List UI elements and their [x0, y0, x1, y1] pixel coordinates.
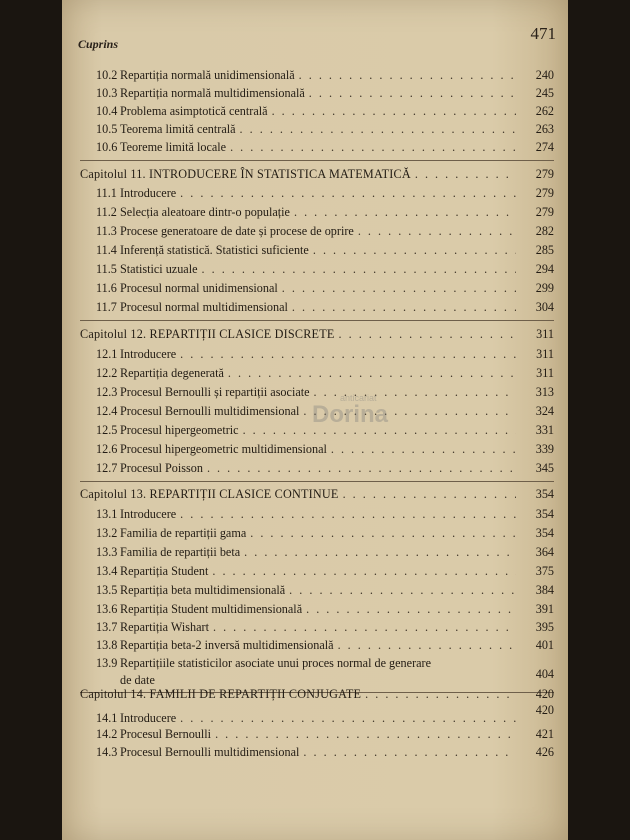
toc-entry: 12.5 Procesul hipergeometric . . . 331	[96, 421, 554, 439]
divider	[80, 160, 554, 161]
toc-stray-page: 420	[535, 703, 554, 717]
toc-entry: 13.3 Familia de repartiții beta . . . 364	[96, 543, 554, 561]
toc-entry: 11.1 Introducere . . . 279	[96, 184, 554, 202]
toc-chapter: Capitolul 11. INTRODUCERE ÎN STATISTICA MATEMATICĂ . . . 279	[80, 165, 554, 183]
toc-entry: 12.2 Repartiția degenerată . . . 311	[96, 364, 554, 382]
toc-entry: 13.6 Repartiția Student multidimensională . . . 391	[96, 600, 554, 618]
toc-chapter: Capitolul 14. FAMILII DE REPARTIȚII CONJUGATE . . . 420	[80, 685, 554, 703]
toc-entry: 12.6 Procesul hipergeometric multidimensional . . . 339	[96, 440, 554, 458]
toc-chapter: Capitolul 13. REPARTIȚII CLASICE CONTINUE . . . 354	[80, 485, 554, 503]
toc-entry: 12.3 Procesul Bernoulli și repartiții asociate . . . 313	[96, 383, 554, 401]
divider	[80, 320, 554, 321]
toc-entry: 12.4 Procesul Bernoulli multidimensional . . . 324	[96, 402, 554, 420]
toc-entry: 13.5 Repartiția beta multidimensională . . . 384	[96, 581, 554, 599]
toc-entry: 13.4 Repartiția Student . . . 375	[96, 562, 554, 580]
toc-entry: 14.1 Introducere . . .	[96, 709, 554, 727]
divider	[80, 481, 554, 482]
toc-entry: 13.1 Introducere . . . 354	[96, 505, 554, 523]
toc-entry: 13.8 Repartiția beta-2 inversă multidimensională . . . 401	[96, 636, 554, 654]
toc-entry: 11.3 Procese generatoare de date și procese de oprire . . . 282	[96, 222, 554, 240]
toc-chapter: Capitolul 12. REPARTIȚII CLASICE DISCRETE . . . 311	[80, 325, 554, 343]
toc-entry: 10.6 Teoreme limită locale . . . 274	[96, 138, 554, 156]
toc-entry: 13.2 Familia de repartiții gama . . . 354	[96, 524, 554, 542]
toc-entry: 14.2 Procesul Bernoulli . . . 421	[96, 725, 554, 743]
toc-entry: 12.7 Procesul Poisson . . . 345	[96, 459, 554, 477]
toc-entry-continuation: de date 404	[120, 667, 554, 687]
toc-entry: 10.2 Repartiția normală unidimensională . . . 240	[96, 66, 554, 84]
toc-entry: 14.3 Procesul Bernoulli multidimensional . . . 426	[96, 743, 554, 761]
toc-entry: 11.6 Procesul normal unidimensional . . . 299	[96, 279, 554, 297]
toc-entry: 11.2 Selecția aleatoare dintr-o populație . . . 279	[96, 203, 554, 221]
toc-entry: 11.4 Inferență statistică. Statistici suficiente . . . 285	[96, 241, 554, 259]
toc-entry: 11.7 Procesul normal multidimensional . . . 304	[96, 298, 554, 316]
toc-entry: 13.9 Repartițiile statisticilor asociate unui proces normal de generare	[96, 656, 432, 670]
toc-entry: 10.3 Repartiția normală multidimensională . . . 245	[96, 84, 554, 102]
watermark-logo: anticariat Dorina	[312, 393, 389, 428]
toc-entry: 12.1 Introducere . . . 311	[96, 345, 554, 363]
toc-entry: 10.5 Teorema limită centrală . . . 263	[96, 120, 554, 138]
toc-entry: 13.7 Repartiția Wishart . . . 395	[96, 618, 554, 636]
toc-entry: 11.5 Statistici uzuale . . . 294	[96, 260, 554, 278]
page-number: 471	[530, 24, 556, 43]
toc-entry: 10.4 Problema asimptotică centrală . . . 262	[96, 102, 554, 120]
running-header: Cuprins	[78, 37, 119, 51]
